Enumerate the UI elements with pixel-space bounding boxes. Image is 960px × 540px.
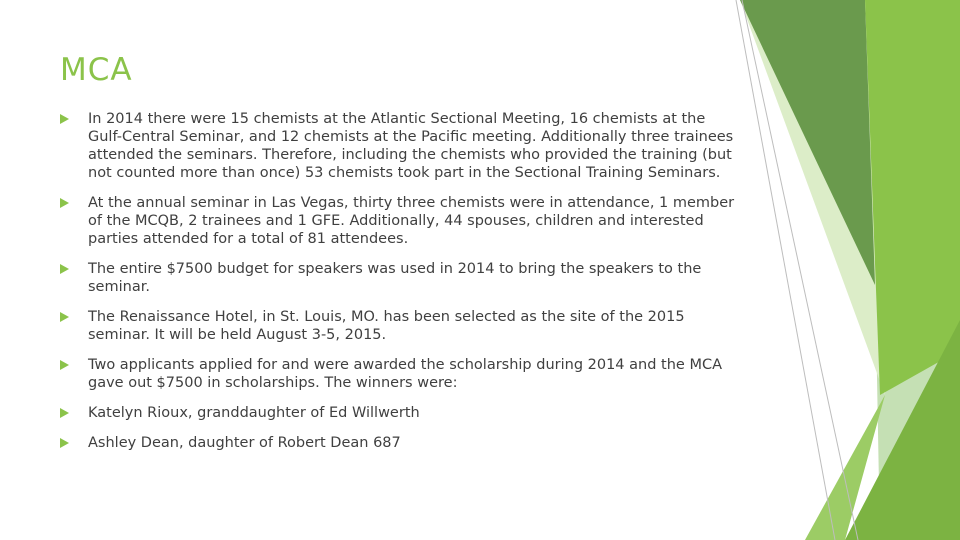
arrow-bullet-icon	[60, 360, 69, 370]
arrow-bullet-icon	[60, 198, 69, 208]
bullet-item	[60, 356, 740, 392]
slide-title: MCA	[60, 52, 133, 88]
bullet-item	[60, 308, 740, 344]
bullet-item	[60, 260, 740, 296]
bullet-text: In 2014 there were 15 chemists at the Atlantic Sectional Meeting, 16 chemists at the Gulf-Central Seminar, and 12 chemists at the Pacific meeting. Additionally three trainees attended the seminars. Therefore, including the chemists who provided the training (but not counted more than once) 53 chemists took part in the Sectional Training Seminars.	[88, 111, 734, 181]
bullet-item	[60, 194, 740, 248]
bullet-text: Two applicants applied for and were awarded the scholarship during 2014 and the MCA gave out $7500 in scholarships. The winners were:	[88, 357, 722, 391]
arrow-bullet-icon	[60, 438, 69, 448]
arrow-bullet-icon	[60, 264, 69, 274]
bullet-list	[60, 110, 740, 464]
bullet-text: The entire $7500 budget for speakers was used in 2014 to bring the speakers to the seminar.	[88, 261, 702, 295]
bullet-item	[60, 404, 740, 422]
bullet-item	[60, 434, 740, 452]
bullet-text: The Renaissance Hotel, in St. Louis, MO. has been selected as the site of the 2015 seminar. It will be held August 3-5, 2015.	[88, 309, 685, 343]
facet-dark	[740, 0, 875, 285]
bullet-text: Katelyn Rioux, granddaughter of Ed Willwerth	[88, 405, 420, 421]
arrow-bullet-icon	[60, 408, 69, 418]
arrow-bullet-icon	[60, 114, 69, 124]
bullet-item	[60, 110, 740, 182]
facet-bright-top	[865, 0, 960, 395]
bullet-text: At the annual seminar in Las Vegas, thirty three chemists were in attendance, 1 member of the MCQB, 2 trainees and 1 GFE. Additionally, 44 spouses, children and interested parties attended for a total of 81 attendees.	[88, 195, 735, 247]
bullet-text: Ashley Dean, daughter of Robert Dean 687	[88, 435, 401, 451]
arrow-bullet-icon	[60, 312, 69, 322]
